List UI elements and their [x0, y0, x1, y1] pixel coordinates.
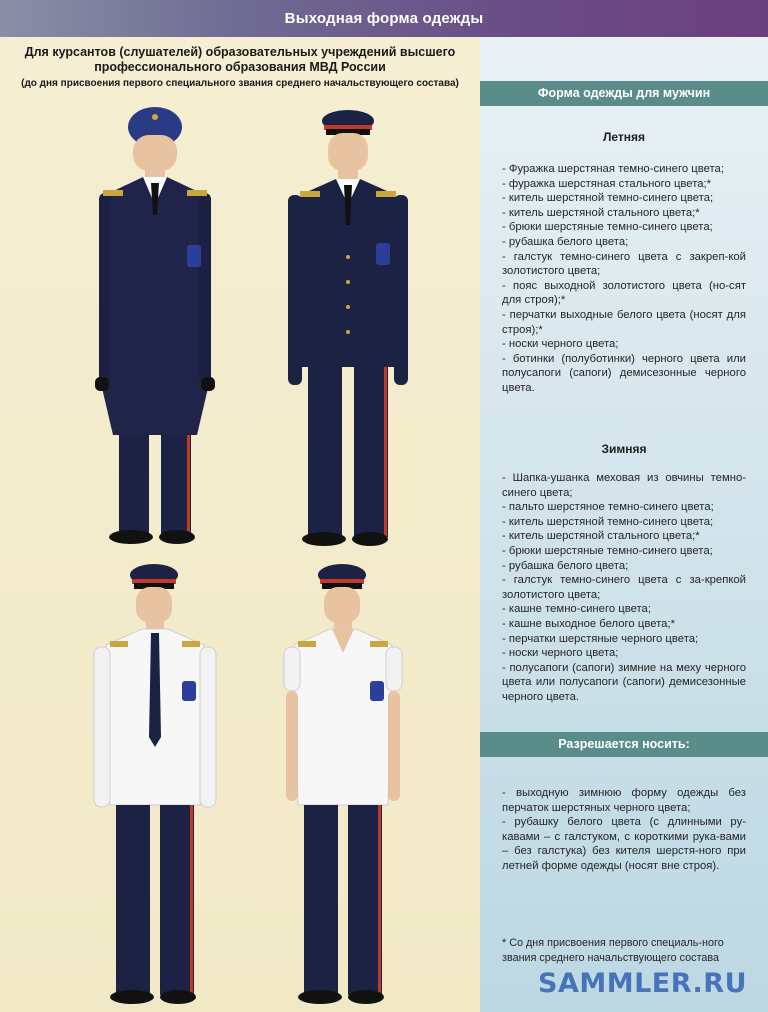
list-item: - китель шерстяной темно-синего цвета;: [502, 192, 714, 205]
list-item: - кашне выходное белого цвета;*: [502, 617, 675, 630]
page-title: Выходная форма одежды: [284, 10, 484, 27]
list-item: - брюки шерстяные темно-синего цвета;: [502, 544, 713, 557]
list-item: - рубашка белого цвета;: [502, 559, 629, 572]
illustration-panel: [0, 37, 480, 1012]
list-item: - рубашка белого цвета;: [502, 235, 629, 248]
list-item: - носки черного цвета;: [502, 338, 619, 351]
list-item: - перчатки шерстяные черного цвета;: [502, 632, 699, 645]
list-item: - галстук темно-синего цвета с закреп-кой золотистого цвета;: [502, 250, 746, 278]
subtitle-note: (до дня присвоения первого специального звания среднего начальствующего состава): [21, 78, 459, 89]
men-uniform-band: Форма одежды для мужчин: [480, 81, 768, 106]
list-item: - китель шерстяной стального цвета;*: [502, 530, 700, 543]
footnote: * Со дня присвоения первого специаль-ного звания среднего начальствующего состава: [502, 937, 724, 964]
list-item: - выходную зимнюю форму одежды без перчаток шерстяных черного цвета;: [502, 787, 746, 814]
list-item: - кашне темно-синего цвета;: [502, 603, 651, 616]
allowed-band: Разрешается носить:: [480, 732, 768, 757]
description-panel: [480, 37, 768, 1012]
list-item: - полусапоги (сапоги) зимние на меху черного цвета или полусапоги (сапоги) демисезонные черного цвета.: [502, 661, 746, 703]
watermark: SAMMLER.RU: [538, 968, 747, 999]
list-item: - Фуражка шерстяная темно-синего цвета;: [502, 163, 724, 175]
list-item: - носки черного цвета;: [502, 647, 619, 660]
summer-items-list: [502, 162, 746, 396]
short-sleeve-shirt-figure: [280, 561, 410, 1007]
long-sleeve-shirt-figure: [92, 561, 222, 1007]
list-item: - пояс выходной золотистого цвета (но-сят для строя);*: [502, 279, 746, 307]
list-item: - перчатки выходные белого цвета (носят для строя);*: [502, 308, 746, 336]
summer-tunic-figure: [278, 107, 418, 547]
list-item: - брюки шерстяные темно-синего цвета;: [502, 221, 713, 234]
allowed-items-list: [502, 786, 746, 874]
list-item: - пальто шерстяное темно-синего цвета;: [502, 501, 714, 514]
list-item: - фуражка шерстяная стального цвета;*: [502, 177, 712, 190]
list-item: - галстук темно-синего цвета с за-крепкой золотистого цвета;: [502, 574, 746, 601]
winter-coat-figure: [85, 105, 225, 545]
list-item: - Шапка-ушанка меховая из овчины темно-синего цвета;: [502, 472, 746, 499]
list-item: - ботинки (полуботинки) черного цвета или полусапоги (сапоги) демисезонные черного цвета.: [502, 352, 746, 394]
winter-items-list: [502, 471, 746, 705]
subtitle-text: Для курсантов (слушателей) образовательных учреждений высшего профессионального образования МВД России: [24, 45, 456, 74]
summer-section-title: Летняя: [602, 130, 646, 144]
list-item: - китель шерстяной темно-синего цвета;: [502, 515, 714, 528]
illustration-subtitle: [0, 45, 480, 91]
winter-section-title: Зимняя: [601, 442, 647, 456]
list-item: - китель шерстяной стального цвета;*: [502, 206, 700, 219]
page-title-banner: [0, 0, 768, 37]
list-item: - рубашку белого цвета (с длинными ру-кавами – с галстуком, с короткими рука-вами – без галстука) без кителя шерстя-ного при летней форме одежды (носят вне строя).: [502, 816, 746, 872]
